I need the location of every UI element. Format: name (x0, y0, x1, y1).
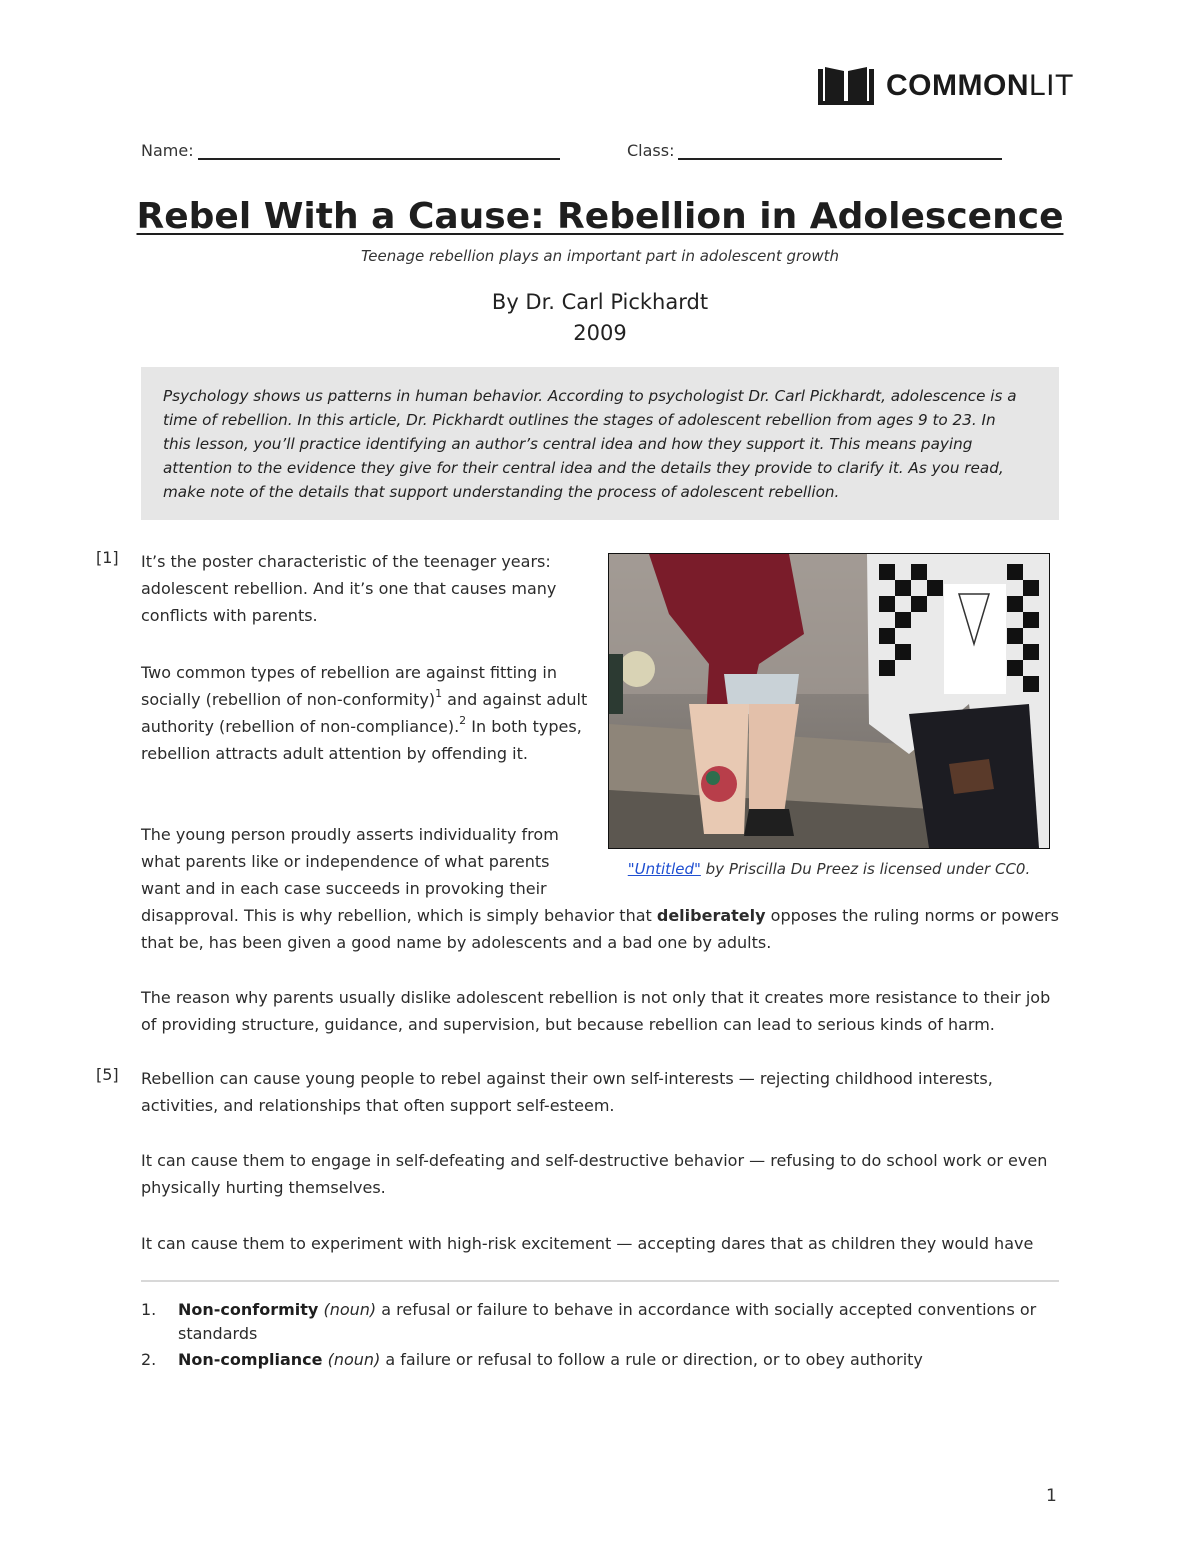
class-field[interactable] (627, 140, 1002, 160)
footnote-1 (141, 1298, 1051, 1346)
photo-title-link[interactable]: "Untitled" (627, 860, 701, 878)
bold-word: deliberately (656, 906, 766, 925)
paragraph-3-line: The young person proudly asserts individuality from (141, 825, 559, 844)
open-book-icon (818, 65, 874, 107)
article-subtitle: Teenage rebellion plays an important part in adolescent growth (361, 247, 839, 265)
intro-box (141, 367, 1059, 520)
paragraph-number: [5] (96, 1065, 119, 1084)
intro-line: Psychology shows us patterns in human behavior. According to psychologist Dr. Carl Pickhardt, adolescence is a (163, 387, 1017, 405)
page-number: 1 (1046, 1486, 1057, 1506)
footnote-2 (141, 1348, 1051, 1372)
footnote-ref-2[interactable]: 2 (459, 713, 467, 727)
footnote-number: 1. (141, 1300, 157, 1319)
footnote-number: 2. (141, 1350, 157, 1369)
paragraph-3-line: want and in each case succeeds in provoking their (141, 879, 547, 898)
paragraph-3-line: what parents like or independence of what parents (141, 852, 550, 871)
author: By Dr. Carl Pickhardt (491, 290, 709, 314)
footnote-text: Non-compliance (noun) a failure or refusal to follow a rule or direction, or to obey authority (178, 1350, 923, 1369)
class-line[interactable] (678, 140, 1002, 160)
publication-year: 2009 (573, 321, 627, 345)
paragraph-number: [1] (96, 548, 119, 567)
photo-caption: "Untitled" by Priscilla Du Preez is licensed under CC0. (627, 860, 1031, 878)
commonlit-logo (818, 64, 1074, 108)
name-line[interactable] (198, 140, 560, 160)
paragraph-4: The reason why parents usually dislike adolescent rebellion is not only that it creates more resistance to their job of providing structure, guidance, and supervision, but because rebellion can lead to serious kinds of harm. (141, 988, 1051, 1034)
intro-line: make note of the details that support understanding the process of adolescent rebellion. (163, 483, 840, 501)
footnote-ref-1[interactable]: 1 (435, 686, 443, 700)
name-label: Name: (141, 141, 194, 160)
paragraph-1: It’s the poster characteristic of the teenager years: adolescent rebellion. And it’s one that causes many conflicts with parents. (141, 552, 557, 625)
paragraph-2: Two common types of rebellion are against fitting in socially (rebellion of non-conformity)$^1$ and against adult authority (rebellion of non-compliance).$^2$ In both types, rebellion attracts adult attention by offending it. (141, 663, 588, 763)
article-photo (608, 553, 1050, 849)
intro-line: this lesson, you’ll practice identifying an author’s central idea and how they support it. This means paying (163, 435, 973, 453)
paragraph-7: It can cause them to experiment with high-risk excitement — accepting dares that as children they would have (141, 1234, 1034, 1253)
footnote-text: Non-conformity (noun) a refusal or failure to behave in accordance with socially accepted conventions or standards (178, 1300, 1037, 1343)
footnote-divider (141, 1280, 1059, 1282)
article-title: Rebel With a Cause: Rebellion in Adolescence (136, 196, 1064, 237)
byline (0, 287, 1200, 349)
paragraph-5: Rebellion can cause young people to rebel against their own self-interests — rejecting childhood interests, activities, and relationships that often support self-esteem. (141, 1069, 993, 1115)
paragraph-3-rest: disapproval. This is why rebellion, which is simply behavior that deliberately opposes the ruling norms or powers that be, has been given a good name by adolescents and a bad one by adults. (141, 906, 1059, 952)
class-label: Class: (627, 141, 675, 160)
intro-line: time of rebellion. In this article, Dr. Pickhardt outlines the stages of adolescent rebellion from ages 9 to 23. In (163, 411, 996, 429)
name-field[interactable] (141, 140, 560, 160)
paragraph-6: It can cause them to engage in self-defeating and self-destructive behavior — refusing to do school work or even physically hurting themselves. (141, 1151, 1048, 1197)
brand-name: COMMONLIT (886, 69, 1074, 102)
intro-line: attention to the evidence they give for their central idea and the details they provide to clarify it. As you read, (163, 459, 1004, 477)
photo-illustration (609, 554, 1049, 848)
